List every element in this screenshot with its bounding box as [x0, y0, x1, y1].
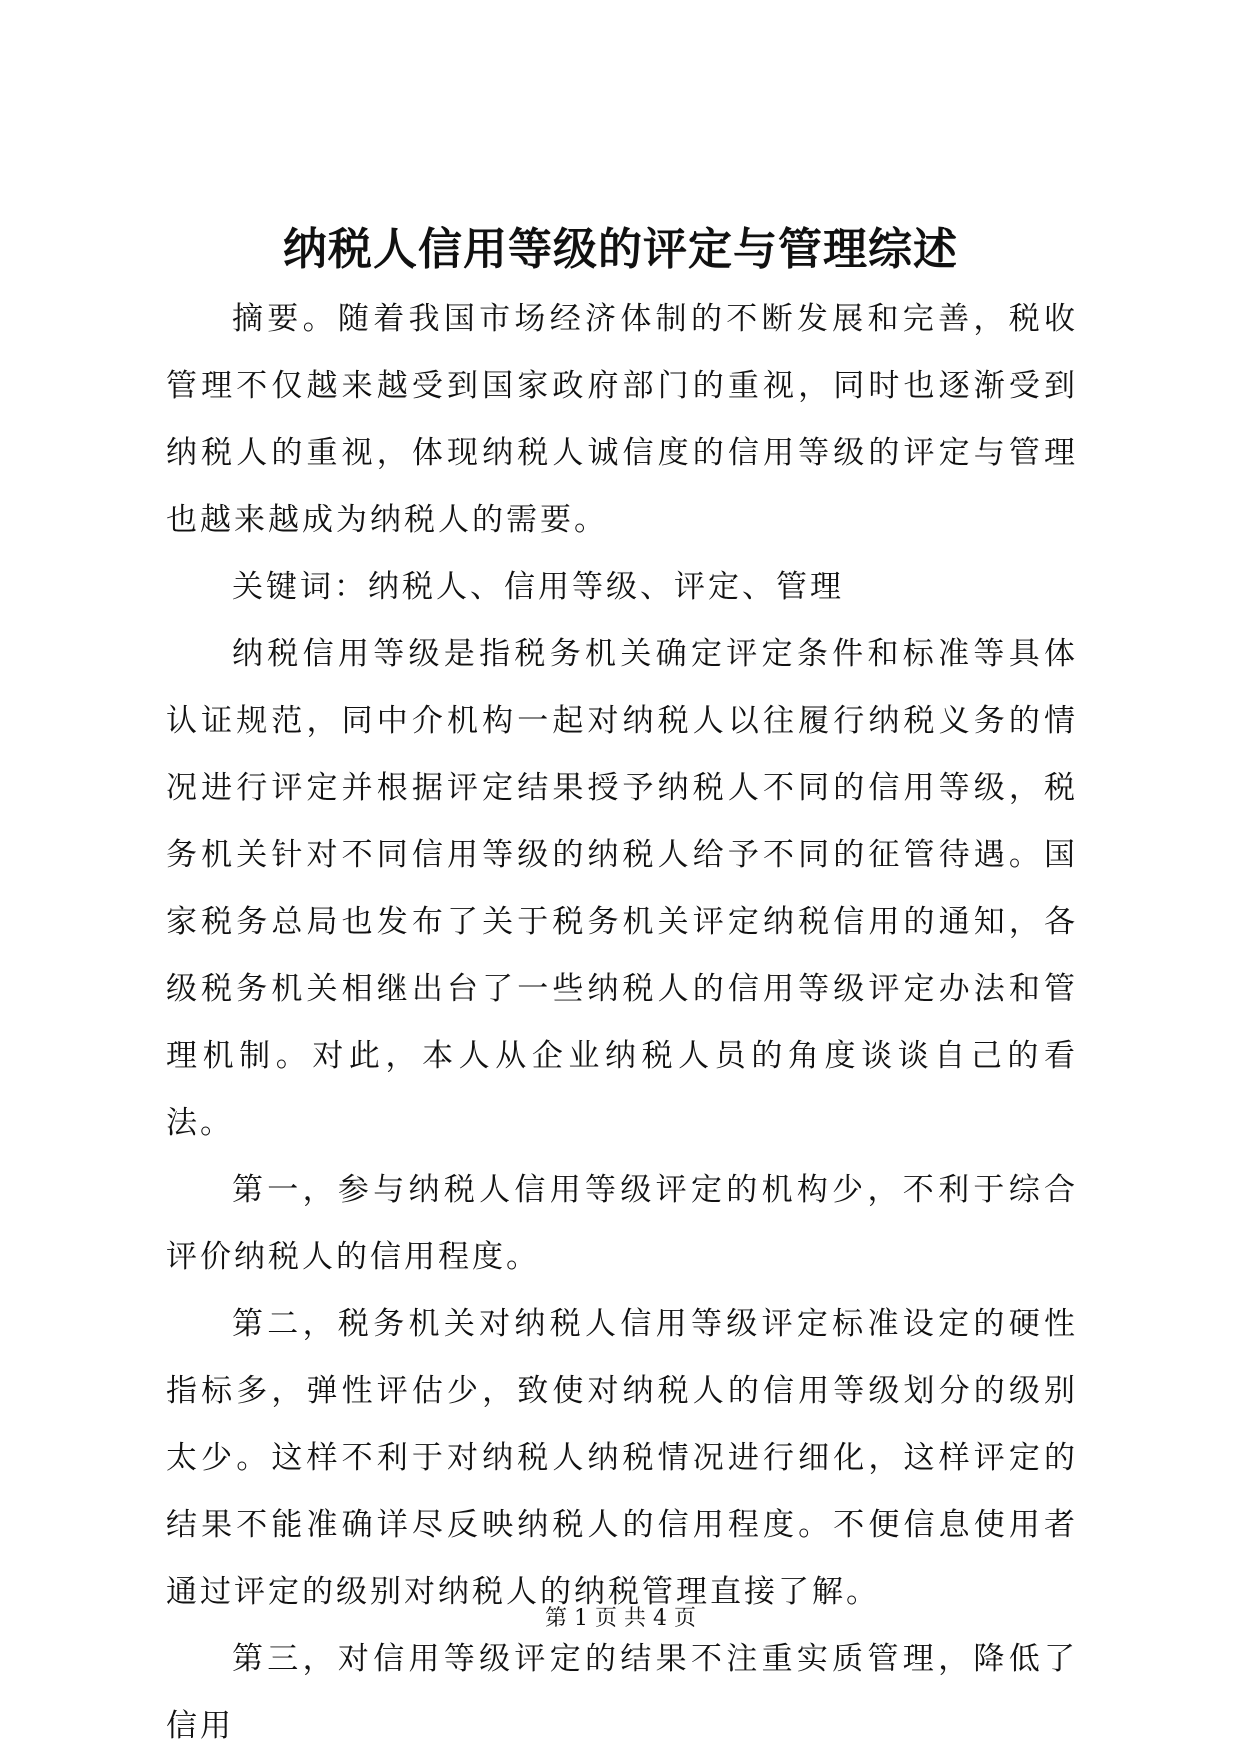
document-body — [166, 286, 1078, 1760]
abstract-paragraph: 摘要。随着我国市场经济体制的不断发展和完善，税收管理不仅越来越受到国家政府部门的重视，同时也逐渐受到纳税人的重视，体现纳税人诚信度的信用等级的评定与管理也越来越成为纳税人的需要。 — [166, 301, 1078, 538]
page-number-footer: 第 1 页 共 4 页 — [545, 1606, 696, 1631]
point-two-paragraph: 第二，税务机关对纳税人信用等级评定标准设定的硬性指标多，弹性评估少，致使对纳税人的信用等级划分的级别太少。这样不利于对纳税人纳税情况进行细化，这样评定的结果不能准确详尽反映纳税人的信用程度。不便信息使用者通过评定的级别对纳税人的纳税管理直接了解。 — [166, 1306, 1078, 1610]
point-one-paragraph: 第一，参与纳税人信用等级评定的机构少，不利于综合评价纳税人的信用程度。 — [166, 1172, 1078, 1275]
intro-paragraph: 纳税信用等级是指税务机关确定评定条件和标准等具体认证规范，同中介机构一起对纳税人以往履行纳税义务的情况进行评定并根据评定结果授予纳税人不同的信用等级，税务机关针对不同信用等级的纳税人给予不同的征管待遇。国家税务总局也发布了关于税务机关评定纳税信用的通知，各级税务机关相继出台了一些纳税人的信用等级评定办法和管理机制。对此，本人从企业纳税人员的角度谈谈自己的看法。 — [166, 636, 1078, 1141]
keywords-paragraph: 关键词：纳税人、信用等级、评定、管理 — [232, 569, 844, 605]
document-title: 纳税人信用等级的评定与管理综述 — [283, 224, 958, 275]
point-three-paragraph: 第三，对信用等级评定的结果不注重实质管理，降低了信用 — [166, 1641, 1078, 1744]
